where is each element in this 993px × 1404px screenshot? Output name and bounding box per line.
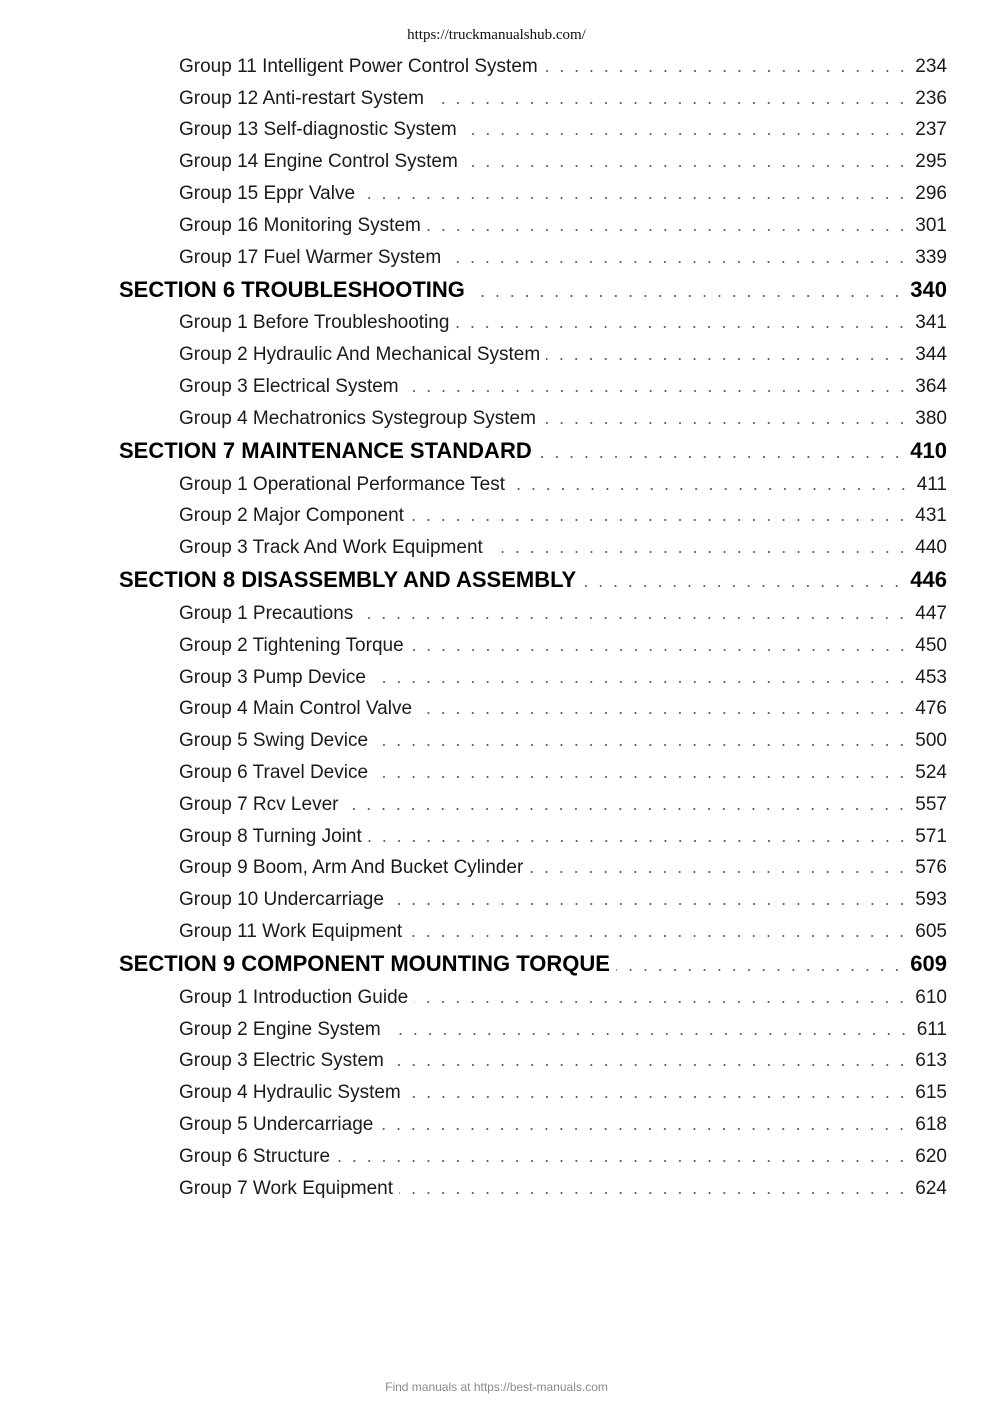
dot-leader: [379, 1128, 909, 1130]
toc-section-row[interactable]: [0, 269, 993, 303]
dot-leader: [344, 808, 909, 810]
toc-entry-title: Group 3 Electrical System: [179, 375, 399, 397]
dot-leader: [529, 871, 909, 873]
toc-page-number: 593: [915, 889, 947, 911]
toc-group-row[interactable]: [0, 1072, 993, 1104]
toc-page-number: 295: [915, 151, 947, 173]
toc-section-row[interactable]: [0, 943, 993, 977]
toc-group-row[interactable]: [0, 237, 993, 269]
toc-page-number: 610: [915, 986, 947, 1008]
toc-entry-title: Group 1 Precautions: [179, 602, 354, 624]
dot-leader: [455, 326, 909, 328]
dot-leader: [430, 102, 909, 104]
footer-text[interactable]: Find manuals at https://best-manuals.com: [385, 1380, 608, 1394]
toc-entry-title: Group 6 Travel Device: [179, 761, 369, 783]
toc-group-row[interactable]: [0, 46, 993, 78]
toc-group-row[interactable]: [0, 110, 993, 142]
dot-leader: [408, 935, 909, 937]
toc-group-row[interactable]: [0, 720, 993, 752]
toc-page-number: 380: [915, 407, 947, 429]
toc-entry-title: Group 11 Intelligent Power Control System: [179, 55, 538, 77]
toc-page-number: 296: [915, 182, 947, 204]
toc-page-number: 431: [915, 505, 947, 527]
toc-page-number: 446: [910, 567, 947, 593]
dot-leader: [463, 133, 910, 135]
toc-group-row[interactable]: [0, 141, 993, 173]
toc-entry-title: Group 7 Work Equipment: [179, 1177, 394, 1199]
toc-group-row[interactable]: [0, 816, 993, 848]
toc-page-number: 411: [916, 473, 947, 495]
toc-page-number: 440: [915, 537, 947, 559]
toc-group-row[interactable]: [0, 303, 993, 335]
header-url[interactable]: https://truckmanualshub.com/: [407, 27, 586, 43]
toc-entry-title: Group 4 Hydraulic System: [179, 1082, 401, 1104]
toc-group-row[interactable]: [0, 1009, 993, 1041]
toc-group-row[interactable]: [0, 657, 993, 689]
toc-page-number: 576: [915, 857, 947, 879]
toc-entry-title: Group 12 Anti-restart System: [179, 87, 424, 109]
dot-leader: [374, 776, 909, 778]
dot-leader: [511, 488, 911, 490]
dot-leader: [538, 456, 905, 458]
toc-entry-title: Group 2 Tightening Torque: [179, 634, 404, 656]
toc-page-number: 339: [915, 246, 947, 268]
toc-group-row[interactable]: [0, 752, 993, 784]
toc-group-row[interactable]: [0, 911, 993, 943]
toc-entry-title: Group 17 Fuel Warmer System: [179, 246, 442, 268]
toc-group-row[interactable]: [0, 625, 993, 657]
toc-group-row[interactable]: [0, 496, 993, 528]
dot-leader: [372, 681, 909, 683]
toc-page-number: 557: [915, 793, 947, 815]
toc-page-number: 340: [910, 276, 947, 302]
dot-leader: [542, 422, 909, 424]
toc-entry-title: Group 8 Turning Joint: [179, 825, 362, 847]
toc-group-row[interactable]: [0, 527, 993, 559]
toc-entry-title: Group 7 Rcv Lever: [179, 793, 339, 815]
dot-leader: [582, 585, 904, 587]
dot-leader: [405, 390, 910, 392]
dot-leader: [387, 1033, 911, 1035]
dot-leader: [390, 1064, 909, 1066]
toc-page-number: 234: [915, 55, 947, 77]
dot-leader: [418, 712, 909, 714]
toc-section-row[interactable]: [0, 430, 993, 464]
toc-entry-title: Group 15 Eppr Valve: [179, 182, 356, 204]
toc-entry-title: Group 16 Monitoring System: [179, 214, 421, 236]
toc-group-row[interactable]: [0, 173, 993, 205]
toc-page-number: 605: [915, 920, 947, 942]
toc-entry-title: Group 1 Introduction Guide: [179, 986, 409, 1008]
dot-leader: [361, 197, 909, 199]
toc-page-number: 611: [916, 1018, 947, 1040]
toc-entry-title: Group 5 Undercarriage: [179, 1113, 374, 1135]
toc-group-row[interactable]: [0, 1041, 993, 1073]
dot-leader: [336, 1160, 909, 1162]
table-of-contents: [0, 46, 993, 1200]
toc-entry-title: SECTION 9 COMPONENT MOUNTING TORQUE: [119, 950, 610, 976]
toc-page-number: 615: [915, 1082, 947, 1104]
toc-group-row[interactable]: [0, 1168, 993, 1200]
toc-group-row[interactable]: [0, 593, 993, 625]
toc-entry-title: Group 11 Work Equipment: [179, 920, 403, 942]
toc-page-number: 571: [915, 825, 947, 847]
toc-page-number: 450: [915, 634, 947, 656]
toc-entry-title: Group 3 Pump Device: [179, 666, 366, 688]
toc-entry-title: Group 3 Electric System: [179, 1050, 384, 1072]
toc-page-number: 237: [915, 119, 947, 141]
dot-leader: [368, 840, 910, 842]
toc-page-number: 609: [910, 950, 947, 976]
toc-entry-title: Group 2 Engine System: [179, 1018, 381, 1040]
dot-leader: [546, 358, 909, 360]
toc-entry-title: Group 5 Swing Device: [179, 730, 369, 752]
dot-leader: [410, 519, 909, 521]
toc-entry-title: Group 9 Boom, Arm And Bucket Cylinder: [179, 857, 524, 879]
toc-group-row[interactable]: [0, 398, 993, 430]
toc-page-number: 447: [915, 602, 947, 624]
toc-group-row[interactable]: [0, 366, 993, 398]
toc-entry-title: Group 10 Undercarriage: [179, 889, 384, 911]
dot-leader: [489, 551, 910, 553]
toc-entry-title: Group 1 Before Troubleshooting: [179, 312, 450, 334]
toc-entry-title: Group 13 Self-diagnostic System: [179, 119, 457, 141]
toc-group-row[interactable]: [0, 848, 993, 880]
toc-entry-title: Group 6 Structure: [179, 1145, 331, 1167]
toc-page-number: 410: [910, 437, 947, 463]
toc-entry-title: Group 2 Major Component: [179, 505, 404, 527]
toc-page-number: 344: [915, 344, 947, 366]
dot-leader: [427, 229, 909, 231]
toc-section-row[interactable]: [0, 559, 993, 593]
dot-leader: [407, 1096, 910, 1098]
toc-entry-title: Group 14 Engine Control System: [179, 151, 458, 173]
toc-page-number: 341: [915, 312, 947, 334]
toc-page-number: 500: [915, 730, 947, 752]
toc-page-number: 524: [915, 761, 947, 783]
dot-leader: [464, 165, 909, 167]
toc-page-number: 624: [915, 1177, 947, 1199]
dot-leader: [390, 903, 909, 905]
toc-entry-title: Group 3 Track And Work Equipment: [179, 537, 483, 559]
toc-page-number: 236: [915, 87, 947, 109]
toc-page-number: 453: [915, 666, 947, 688]
toc-group-row[interactable]: [0, 1136, 993, 1168]
toc-group-row[interactable]: [0, 879, 993, 911]
toc-group-row[interactable]: [0, 977, 993, 1009]
toc-group-row[interactable]: [0, 689, 993, 721]
toc-page-number: 364: [915, 375, 947, 397]
toc-entry-title: Group 2 Hydraulic And Mechanical System: [179, 344, 541, 366]
toc-page-number: 618: [915, 1113, 947, 1135]
dot-leader: [399, 1192, 909, 1194]
toc-page-number: 613: [915, 1050, 947, 1072]
toc-entry-title: SECTION 7 MAINTENANCE STANDARD: [119, 437, 532, 463]
dot-leader: [414, 1001, 909, 1003]
toc-group-row[interactable]: [0, 334, 993, 366]
dot-leader: [616, 969, 904, 971]
toc-entry-title: Group 4 Main Control Valve: [179, 698, 413, 720]
toc-group-row[interactable]: [0, 205, 993, 237]
toc-page-number: 620: [915, 1145, 947, 1167]
toc-entry-title: SECTION 8 DISASSEMBLY AND ASSEMBLY: [119, 567, 577, 593]
toc-page-number: 476: [915, 698, 947, 720]
toc-page-number: 301: [915, 214, 947, 236]
toc-entry-title: Group 4 Mechatronics Systegroup System: [179, 407, 536, 429]
dot-leader: [359, 617, 909, 619]
dot-leader: [471, 295, 904, 297]
dot-leader: [544, 70, 910, 72]
toc-group-row[interactable]: [0, 464, 993, 496]
toc-group-row[interactable]: [0, 1104, 993, 1136]
toc-entry-title: Group 1 Operational Performance Test: [179, 473, 505, 495]
dot-leader: [447, 261, 909, 263]
dot-leader: [374, 744, 909, 746]
toc-entry-title: SECTION 6 TROUBLESHOOTING: [119, 276, 465, 302]
toc-group-row[interactable]: [0, 784, 993, 816]
toc-group-row[interactable]: [0, 78, 993, 110]
dot-leader: [410, 649, 910, 651]
